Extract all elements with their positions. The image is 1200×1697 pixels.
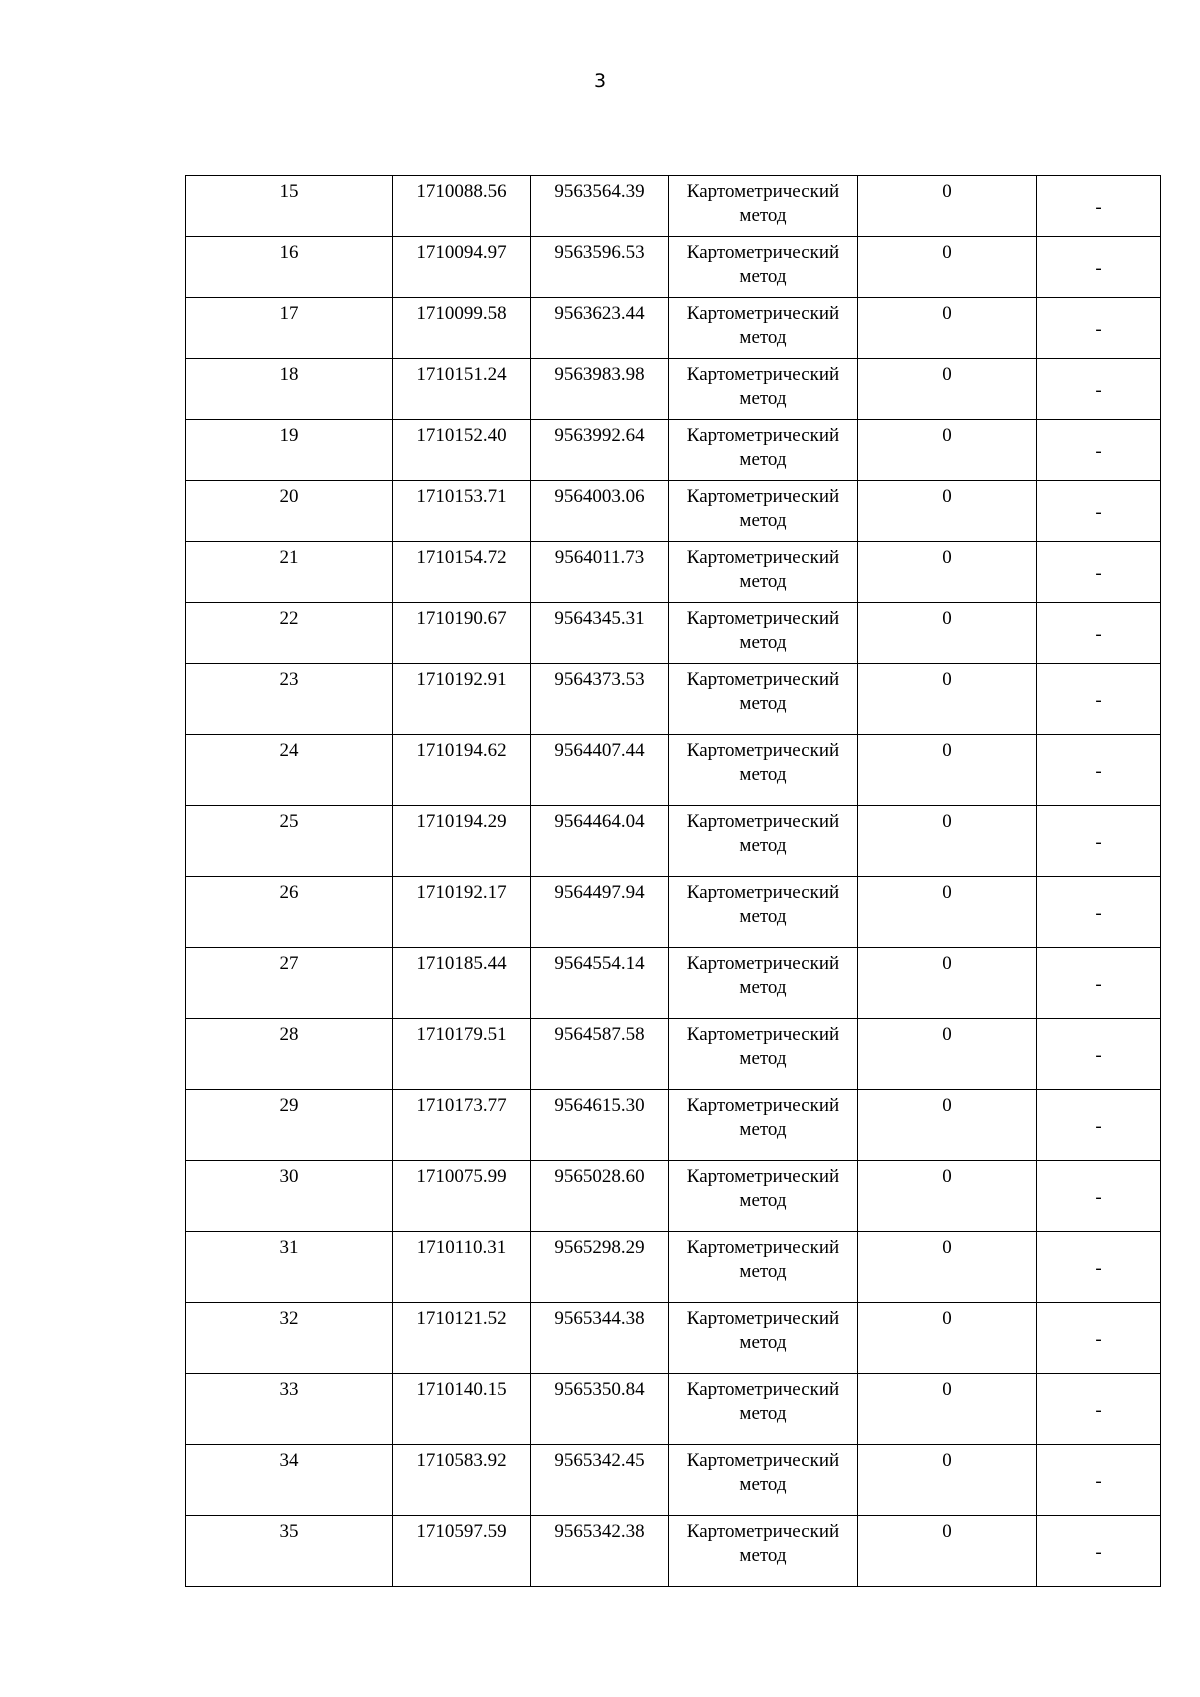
- x-coordinate-cell: 1710192.91: [393, 664, 531, 735]
- table-row: [186, 1019, 1161, 1090]
- x-coordinate-cell: 1710075.99: [393, 1161, 531, 1232]
- table-row: [186, 877, 1161, 948]
- method-cell: Картометрический метод: [669, 664, 858, 735]
- note-cell: -: [1037, 542, 1161, 603]
- y-coordinate-cell: 9564587.58: [531, 1019, 669, 1090]
- point-number-cell: 19: [186, 420, 393, 481]
- point-number-cell: 22: [186, 603, 393, 664]
- note-cell: -: [1037, 603, 1161, 664]
- note-cell: -: [1037, 359, 1161, 420]
- table-row: [186, 298, 1161, 359]
- accuracy-cell: 0: [858, 735, 1037, 806]
- y-coordinate-cell: 9563596.53: [531, 237, 669, 298]
- accuracy-cell: 0: [858, 1516, 1037, 1587]
- note-cell: -: [1037, 664, 1161, 735]
- y-coordinate-cell: 9564554.14: [531, 948, 669, 1019]
- table-row: [186, 359, 1161, 420]
- method-cell: Картометрический метод: [669, 735, 858, 806]
- table-row: [186, 1516, 1161, 1587]
- note-cell: -: [1037, 176, 1161, 237]
- point-number-cell: 24: [186, 735, 393, 806]
- x-coordinate-cell: 1710151.24: [393, 359, 531, 420]
- y-coordinate-cell: 9564464.04: [531, 806, 669, 877]
- x-coordinate-cell: 1710099.58: [393, 298, 531, 359]
- x-coordinate-cell: 1710153.71: [393, 481, 531, 542]
- accuracy-cell: 0: [858, 1374, 1037, 1445]
- accuracy-cell: 0: [858, 1232, 1037, 1303]
- x-coordinate-cell: 1710140.15: [393, 1374, 531, 1445]
- x-coordinate-cell: 1710154.72: [393, 542, 531, 603]
- y-coordinate-cell: 9565350.84: [531, 1374, 669, 1445]
- page-number: 3: [593, 70, 607, 92]
- method-cell: Картометрический метод: [669, 1516, 858, 1587]
- method-cell: Картометрический метод: [669, 481, 858, 542]
- method-cell: Картометрический метод: [669, 1374, 858, 1445]
- table-row: [186, 1303, 1161, 1374]
- note-cell: -: [1037, 298, 1161, 359]
- point-number-cell: 15: [186, 176, 393, 237]
- method-cell: Картометрический метод: [669, 1090, 858, 1161]
- x-coordinate-cell: 1710152.40: [393, 420, 531, 481]
- note-cell: -: [1037, 806, 1161, 877]
- y-coordinate-cell: 9564011.73: [531, 542, 669, 603]
- method-cell: Картометрический метод: [669, 1019, 858, 1090]
- note-cell: -: [1037, 481, 1161, 542]
- accuracy-cell: 0: [858, 1161, 1037, 1232]
- table-row: [186, 1445, 1161, 1516]
- accuracy-cell: 0: [858, 664, 1037, 735]
- y-coordinate-cell: 9563992.64: [531, 420, 669, 481]
- note-cell: -: [1037, 877, 1161, 948]
- method-cell: Картометрический метод: [669, 359, 858, 420]
- note-cell: -: [1037, 237, 1161, 298]
- x-coordinate-cell: 1710121.52: [393, 1303, 531, 1374]
- accuracy-cell: 0: [858, 237, 1037, 298]
- x-coordinate-cell: 1710088.56: [393, 176, 531, 237]
- y-coordinate-cell: 9564497.94: [531, 877, 669, 948]
- point-number-cell: 25: [186, 806, 393, 877]
- accuracy-cell: 0: [858, 1445, 1037, 1516]
- accuracy-cell: 0: [858, 176, 1037, 237]
- y-coordinate-cell: 9563983.98: [531, 359, 669, 420]
- table-row: [186, 1161, 1161, 1232]
- table-row: [186, 1090, 1161, 1161]
- note-cell: -: [1037, 1445, 1161, 1516]
- method-cell: Картометрический метод: [669, 298, 858, 359]
- note-cell: -: [1037, 1374, 1161, 1445]
- point-number-cell: 16: [186, 237, 393, 298]
- y-coordinate-cell: 9565028.60: [531, 1161, 669, 1232]
- table-row: [186, 237, 1161, 298]
- point-number-cell: 27: [186, 948, 393, 1019]
- x-coordinate-cell: 1710192.17: [393, 877, 531, 948]
- y-coordinate-cell: 9563564.39: [531, 176, 669, 237]
- x-coordinate-cell: 1710597.59: [393, 1516, 531, 1587]
- x-coordinate-cell: 1710110.31: [393, 1232, 531, 1303]
- table-row: [186, 664, 1161, 735]
- method-cell: Картометрический метод: [669, 237, 858, 298]
- table-row: [186, 948, 1161, 1019]
- accuracy-cell: 0: [858, 1303, 1037, 1374]
- note-cell: -: [1037, 735, 1161, 806]
- method-cell: Картометрический метод: [669, 1232, 858, 1303]
- note-cell: -: [1037, 1516, 1161, 1587]
- y-coordinate-cell: 9565344.38: [531, 1303, 669, 1374]
- method-cell: Картометрический метод: [669, 1161, 858, 1232]
- table-row: [186, 542, 1161, 603]
- accuracy-cell: 0: [858, 298, 1037, 359]
- point-number-cell: 32: [186, 1303, 393, 1374]
- accuracy-cell: 0: [858, 806, 1037, 877]
- note-cell: -: [1037, 1019, 1161, 1090]
- table-row: [186, 481, 1161, 542]
- accuracy-cell: 0: [858, 1019, 1037, 1090]
- y-coordinate-cell: 9565342.45: [531, 1445, 669, 1516]
- y-coordinate-cell: 9565342.38: [531, 1516, 669, 1587]
- point-number-cell: 18: [186, 359, 393, 420]
- coordinates-table: [185, 175, 1161, 1587]
- coordinates-table-body: [186, 176, 1161, 1587]
- accuracy-cell: 0: [858, 542, 1037, 603]
- point-number-cell: 35: [186, 1516, 393, 1587]
- point-number-cell: 17: [186, 298, 393, 359]
- point-number-cell: 31: [186, 1232, 393, 1303]
- point-number-cell: 28: [186, 1019, 393, 1090]
- method-cell: Картометрический метод: [669, 603, 858, 664]
- point-number-cell: 34: [186, 1445, 393, 1516]
- accuracy-cell: 0: [858, 481, 1037, 542]
- accuracy-cell: 0: [858, 420, 1037, 481]
- point-number-cell: 30: [186, 1161, 393, 1232]
- method-cell: Картометрический метод: [669, 948, 858, 1019]
- accuracy-cell: 0: [858, 1090, 1037, 1161]
- point-number-cell: 21: [186, 542, 393, 603]
- note-cell: -: [1037, 948, 1161, 1019]
- x-coordinate-cell: 1710179.51: [393, 1019, 531, 1090]
- x-coordinate-cell: 1710190.67: [393, 603, 531, 664]
- point-number-cell: 20: [186, 481, 393, 542]
- x-coordinate-cell: 1710173.77: [393, 1090, 531, 1161]
- accuracy-cell: 0: [858, 948, 1037, 1019]
- note-cell: -: [1037, 1090, 1161, 1161]
- method-cell: Картометрический метод: [669, 542, 858, 603]
- y-coordinate-cell: 9564003.06: [531, 481, 669, 542]
- y-coordinate-cell: 9565298.29: [531, 1232, 669, 1303]
- method-cell: Картометрический метод: [669, 176, 858, 237]
- x-coordinate-cell: 1710194.62: [393, 735, 531, 806]
- accuracy-cell: 0: [858, 877, 1037, 948]
- x-coordinate-cell: 1710094.97: [393, 237, 531, 298]
- point-number-cell: 33: [186, 1374, 393, 1445]
- table-row: [186, 603, 1161, 664]
- method-cell: Картометрический метод: [669, 1445, 858, 1516]
- method-cell: Картометрический метод: [669, 877, 858, 948]
- accuracy-cell: 0: [858, 359, 1037, 420]
- method-cell: Картометрический метод: [669, 1303, 858, 1374]
- method-cell: Картометрический метод: [669, 806, 858, 877]
- table-row: [186, 1232, 1161, 1303]
- x-coordinate-cell: 1710194.29: [393, 806, 531, 877]
- table-row: [186, 806, 1161, 877]
- point-number-cell: 29: [186, 1090, 393, 1161]
- table-row: [186, 735, 1161, 806]
- note-cell: -: [1037, 1232, 1161, 1303]
- y-coordinate-cell: 9563623.44: [531, 298, 669, 359]
- table-row: [186, 1374, 1161, 1445]
- y-coordinate-cell: 9564615.30: [531, 1090, 669, 1161]
- note-cell: -: [1037, 1161, 1161, 1232]
- note-cell: -: [1037, 420, 1161, 481]
- accuracy-cell: 0: [858, 603, 1037, 664]
- point-number-cell: 26: [186, 877, 393, 948]
- table-row: [186, 420, 1161, 481]
- y-coordinate-cell: 9564407.44: [531, 735, 669, 806]
- y-coordinate-cell: 9564345.31: [531, 603, 669, 664]
- x-coordinate-cell: 1710185.44: [393, 948, 531, 1019]
- method-cell: Картометрический метод: [669, 420, 858, 481]
- table-row: [186, 176, 1161, 237]
- x-coordinate-cell: 1710583.92: [393, 1445, 531, 1516]
- y-coordinate-cell: 9564373.53: [531, 664, 669, 735]
- note-cell: -: [1037, 1303, 1161, 1374]
- point-number-cell: 23: [186, 664, 393, 735]
